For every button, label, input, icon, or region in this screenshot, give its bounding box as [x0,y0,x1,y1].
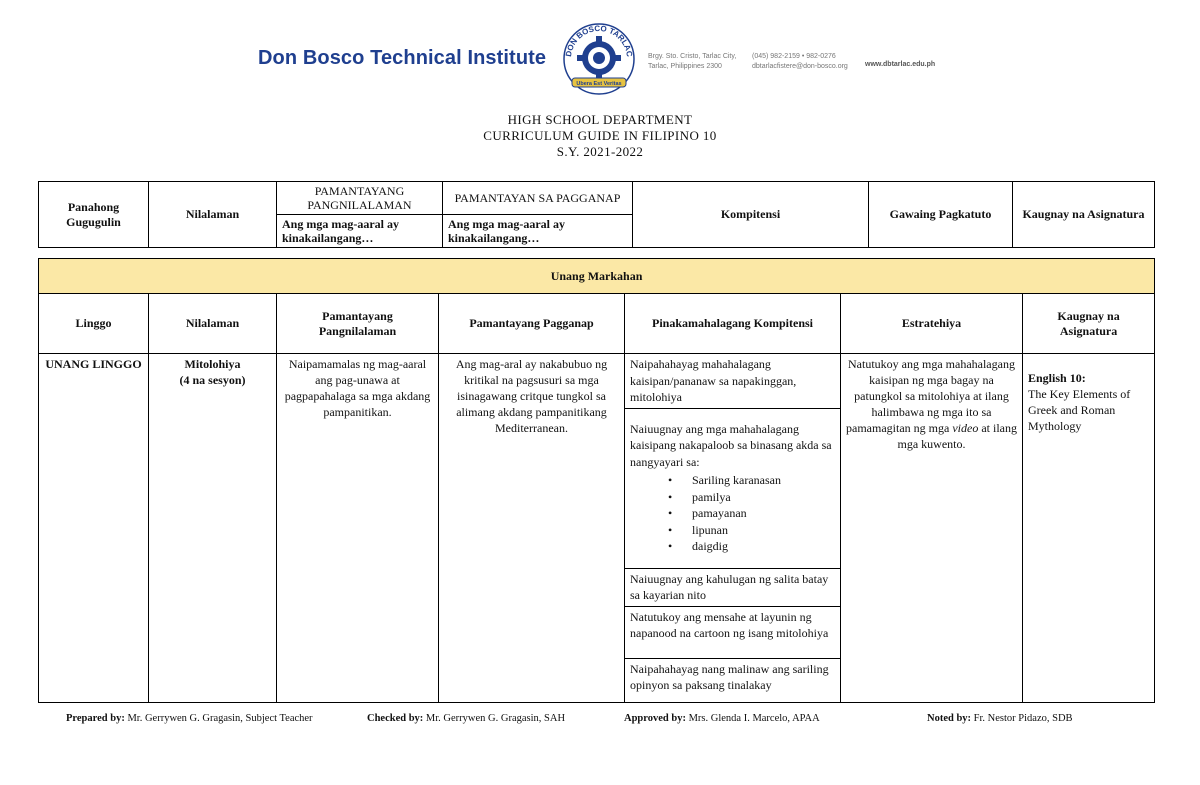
checked-label: Checked by: [367,713,424,724]
logo-text-top: DON BOSCO TARLAC [564,23,634,58]
strategy-text-before: Natutukoy ang mga mahahalagang kaisipan ng mga bagay na patungkol sa mitolohiya at ilang halimbawa ng mga ito sa pamamagitan ng mga [846,357,1015,435]
competency-5: Naipahahayag nang malinaw ang sariling opinyon sa paksang tinalakay [625,658,841,702]
prepared-name: Mr. Gerrywen G. Gragasin, Subject Teacher [127,713,313,724]
prepared-label: Prepared by: [66,713,125,724]
school-name: Don Bosco Technical Institute [258,47,547,69]
quarter-table [38,258,1155,703]
bullet-item: • Sariling karanasan [692,472,835,489]
col-pamantayang-pagganap: Pamantayang Pagganap [439,294,625,354]
cell-content-standard: Naipamamalas ng mag-aaral ang pag-unawa at pagpapahalaga sa mga akdang pampanitikan. [277,354,439,703]
pangnilalaman-subtext: Ang mga mag-aaral ay kinakailangang… [277,215,443,248]
header-pamantayang-pangnilalaman: PAMANTAYANG PANGNILALAMAN [277,182,443,215]
quarter-title: Unang Markahan [39,259,1155,294]
approved-name: Mrs. Glenda I. Marcelo, APAA [688,713,820,724]
noted-name: Fr. Nestor Pidazo, SDB [973,713,1073,724]
department-title: HIGH SCHOOL DEPARTMENT [507,112,693,127]
guide-title: CURRICULUM GUIDE IN FILIPINO 10 [483,128,717,143]
pagganap-subtext: Ang mga mag-aaral ay kinakailangang… [443,215,633,248]
approved-label: Approved by: [624,713,686,724]
bullet-item: • pamayanan [692,505,835,522]
header-panahong-gugugulin: Panahong Gugugulin [39,182,149,248]
cell-performance-standard: Ang mag-aral ay nakabubuo ng kritikal na pagsusuri sa mga isinagawang critque tungkol sa alimang akdang pampanitikang Mediterranean. [439,354,625,703]
content-sessions: (4 na sesyon) [179,373,246,387]
address-block [648,52,736,72]
header-pamantayan-sa-pagganap: PAMANTAYAN SA PAGGANAP [443,182,633,215]
logo-text-bottom: Ubera Est Veritas [576,81,622,87]
col-linggo: Linggo [39,294,149,354]
header-kaugnay-na-asignatura: Kaugnay na Asignatura [1013,182,1155,248]
content-title: Mitolohiya [184,357,241,371]
competency-2-text: Naiuugnay ang mga mahahalagang kaisipang nakapaloob sa binasang akda sa nangyayari sa: [630,421,832,469]
cell-strategy [841,354,1023,703]
cell-content [149,354,277,703]
competency-1: Naipahahayag mahahalagang kaisipan/pananaw sa napakinggan, mitolohiya [625,354,841,409]
cell-week: UNANG LINGGO [39,354,149,703]
footer-approved [624,713,820,724]
header-nilalaman: Nilalaman [149,182,277,248]
address-line-1: Brgy. Sto. Cristo, Tarlac City, [648,53,737,60]
footer-checked [367,713,565,724]
contact-block [752,52,848,72]
contact-line-2: dbtarlacfistere@don-bosco.org [752,63,848,70]
school-logo [562,22,636,96]
related-text: The Key Elements of Greek and Roman Mythology [1028,387,1131,433]
strategy-text-after: at ilang mga kuwento. [897,421,1017,451]
address-line-2: Tarlac, Philippines 2300 [648,63,722,70]
col-kompitensi: Pinakamahalagang Kompitensi [625,294,841,354]
col-kaugnay: Kaugnay na Asignatura [1023,294,1155,354]
related-title: English 10: [1028,371,1086,385]
header-gawaing-pagkatuto: Gawaing Pagkatuto [869,182,1013,248]
col-estratehiya: Estratehiya [841,294,1023,354]
document-titles [0,112,1200,160]
footer-noted [927,713,1073,724]
footer-prepared [66,713,313,724]
contact-line-1: (045) 982-2159 • 982-0276 [752,53,836,60]
col-pamantayang-pangnilalaman: Pamantayang Pangnilalaman [277,294,439,354]
bullet-item: • lipunan [692,522,835,539]
bullet-item: • pamilya [692,489,835,506]
website: www.dbtarlac.edu.ph [865,61,936,68]
bullet-item: • daigdig [692,538,835,555]
col-nilalaman: Nilalaman [149,294,277,354]
competency-4: Natutukoy ang mensahe at layunin ng napanood na cartoon ng isang mitolohiya [625,606,841,658]
competency-3: Naiuugnay ang kahulugan ng salita batay sa kayarian nito [625,568,841,606]
checked-name: Mr. Gerrywen G. Gragasin, SAH [425,713,566,724]
overview-table [38,181,1155,248]
noted-label: Noted by: [927,713,972,724]
strategy-text-italic: video [952,421,979,435]
header-kompitensi: Kompitensi [633,182,869,248]
cell-related-subject [1023,354,1155,703]
competency-2 [625,408,841,568]
school-year: S.Y. 2021-2022 [556,144,644,159]
competency-bullet-list [630,472,835,555]
